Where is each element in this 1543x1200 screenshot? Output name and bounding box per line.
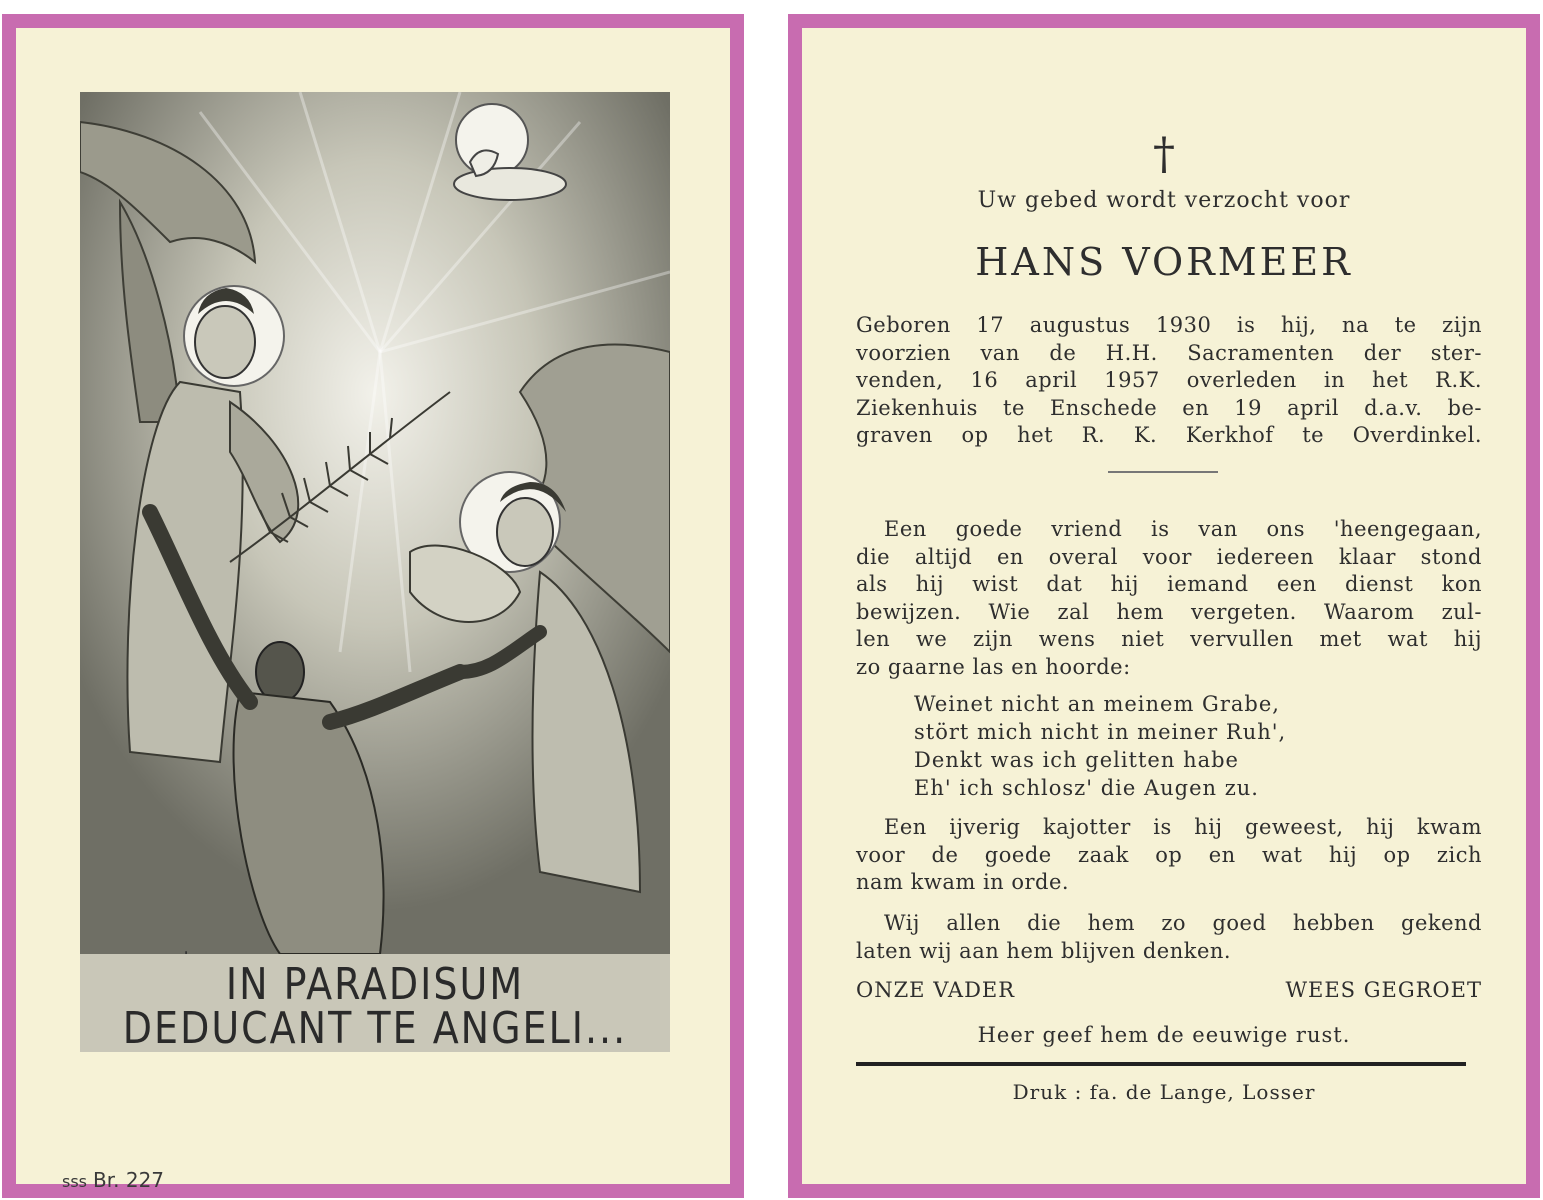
section-divider bbox=[1108, 471, 1218, 473]
prayers bbox=[856, 978, 1482, 1002]
remember-line: Wij allen die hem zo goed hebben gekend bbox=[884, 911, 1482, 935]
remember-text bbox=[856, 910, 1482, 965]
cross-icon: † bbox=[1153, 129, 1175, 180]
caption-line-1: IN PARADISUM bbox=[225, 958, 525, 1010]
print-code bbox=[62, 1168, 164, 1192]
memorial-card-back bbox=[788, 14, 1540, 1198]
eternal-rest-line: Heer geef hem de eeuwige rust. bbox=[977, 1023, 1351, 1047]
prayer-request: Uw gebed wordt verzocht voor bbox=[977, 188, 1351, 213]
angels-drawing bbox=[80, 92, 670, 954]
tribute-line: bewijzen. Wie zal hem vergeten. Waarom zul- bbox=[856, 599, 1482, 624]
kajotter-line: voor de goede zaak op en wat hij op zich bbox=[856, 842, 1482, 867]
caption-banner bbox=[80, 954, 670, 1052]
tribute-line: die altijd en overal voor iedereen klaar stond bbox=[856, 544, 1482, 569]
poem-line: Eh' ich schlosz' die Augen zu. bbox=[914, 776, 1259, 800]
tribute-line: zo gaarne las en hoorde: bbox=[856, 654, 1131, 679]
caption-line-2: DEDUCANT TE ANGELI... bbox=[122, 1002, 628, 1052]
printer-credit: Druk : fa. de Lange, Losser bbox=[1012, 1080, 1316, 1104]
remember-line: laten wij aan hem blijven denken. bbox=[856, 938, 1232, 963]
kajotter-line: Een ijverig kajotter is hij geweest, hij kwam bbox=[884, 815, 1482, 839]
memorial-card-front bbox=[2, 14, 744, 1198]
angels-illustration bbox=[80, 92, 670, 1052]
deceased-name: HANS VORMEER bbox=[975, 240, 1353, 284]
kajotter-text bbox=[856, 814, 1482, 897]
poem-line: stört mich nicht in meiner Ruh', bbox=[914, 720, 1287, 744]
tribute-line: Een goede vriend is van ons 'heengegaan, bbox=[884, 517, 1482, 541]
bio-line: venden, 16 april 1957 overleden in het R.K. bbox=[856, 368, 1482, 392]
prayer-onze-vader: ONZE VADER bbox=[856, 978, 1016, 1002]
bio-line: voorzien van de H.H. Sacramenten der ster- bbox=[856, 340, 1482, 365]
tribute-line: als hij wist dat hij iemand een dienst kon bbox=[856, 572, 1482, 596]
bio-line: Geboren 17 augustus 1930 is hij, na te zijn bbox=[856, 313, 1482, 337]
poem-line: Weinet nicht an meinem Grabe, bbox=[914, 692, 1280, 716]
biography bbox=[856, 312, 1482, 450]
poem-line: Denkt was ich gelitten habe bbox=[914, 748, 1239, 772]
tribute-text bbox=[856, 516, 1482, 681]
print-code-number: Br. 227 bbox=[93, 1168, 165, 1192]
kajotter-line: nam kwam in orde. bbox=[856, 870, 1070, 894]
bio-line: graven op het R. K. Kerkhof te Overdinkel. bbox=[856, 423, 1482, 447]
prayer-wees-gegroet: WEES GEGROET bbox=[1285, 978, 1482, 1002]
german-poem bbox=[914, 690, 1434, 802]
print-code-prefix: sss bbox=[62, 1172, 88, 1191]
tribute-line: len we zijn wens niet vervullen met wat hij bbox=[856, 627, 1482, 651]
bio-line: Ziekenhuis te Enschede en 19 april d.a.v. be- bbox=[856, 395, 1482, 420]
bottom-rule bbox=[856, 1062, 1466, 1066]
